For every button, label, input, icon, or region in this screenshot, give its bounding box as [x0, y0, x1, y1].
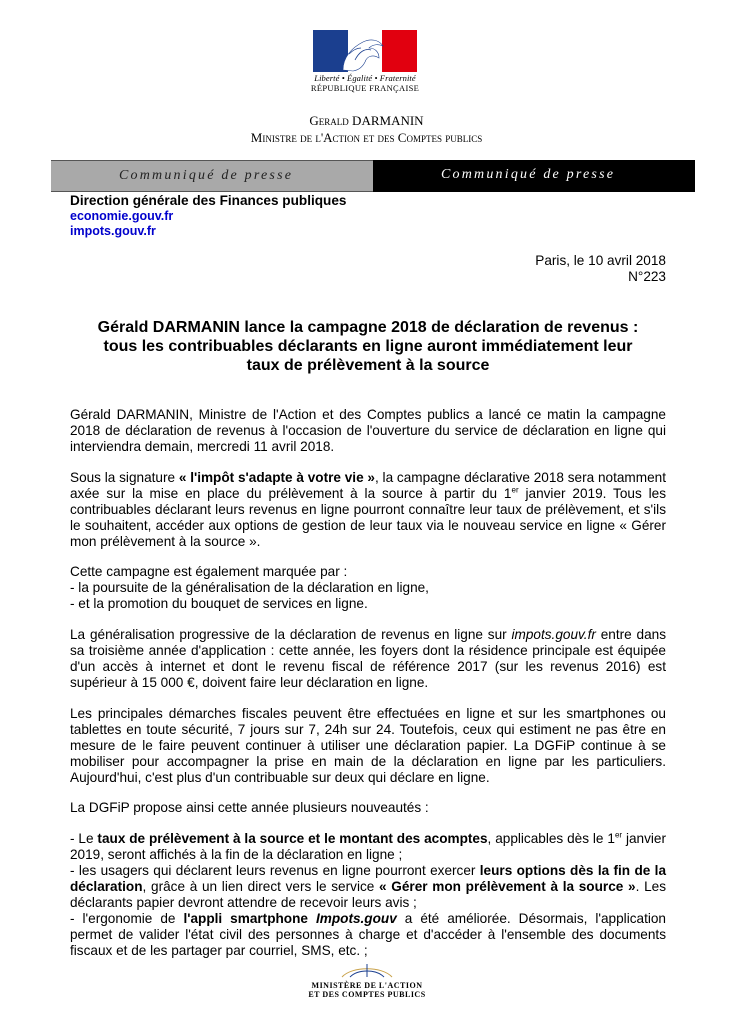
list-nouveautes	[70, 831, 666, 959]
release-date: Paris, le 10 avril 2018	[535, 253, 666, 268]
headline-line-1: Gérald DARMANIN lance la campagne 2018 de déclaration de revenus :	[97, 319, 639, 336]
press-label-left: Communiqué de presse	[119, 168, 294, 183]
paragraph-campaign	[70, 564, 666, 612]
footer-line-1: MINISTÈRE DE L'ACTION	[311, 980, 423, 990]
press-bar-right	[373, 160, 695, 192]
minister-header	[0, 112, 733, 146]
press-label-right: Communiqué de presse	[441, 167, 616, 182]
paragraph-intro: Gérald DARMANIN, Ministre de l'Action et des Comptes publics a lancé ce matin la campagne 2018 de déclaration de revenus à l'occasion de l'ouverture du service de déclaration en ligne qui interviendra demain, mercredi 11 avril 2018.	[70, 407, 666, 454]
direction-name: Direction générale des Finances publiques	[70, 193, 347, 208]
headline	[70, 318, 666, 375]
marianne-flag-icon	[313, 30, 417, 72]
nouveaute-item-3: - l'ergonomie de l'appli smartphone Impots.gouv a été améliorée. Désormais, l'application permet de valider l'état civil des personnes à charge et d'accéder à l'ensemble des documents fiscaux et de les partager par courriel, SMS, etc. ;	[70, 911, 666, 958]
headline-line-3: taux de prélèvement à la source	[246, 357, 490, 374]
campaign-item-1: - la poursuite de la généralisation de la déclaration en ligne,	[70, 580, 429, 595]
economie-link[interactable]: economie.gouv.fr	[70, 209, 174, 223]
paragraph-generalisation: La généralisation progressive de la déclaration de revenus en ligne sur impots.gouv.fr entre dans sa troisième année d'application : cette année, les foyers dont la résidence principale est équipée d'un accès à internet et dont le revenu fiscal de référence 2017 (sur les revenus 2016) est supérieur à 15 000 €, doivent faire leur déclaration en ligne.	[70, 627, 667, 690]
impots-link[interactable]: impots.gouv.fr	[70, 224, 156, 238]
release-number: N°223	[628, 269, 666, 284]
press-bar-left	[51, 160, 373, 192]
nouveaute-item-1: - Le taux de prélèvement à la source et le montant des acomptes, applicables dès le 1er janvier 2019, seront affichés à la fin de la déclaration en ligne ;	[70, 830, 666, 862]
campaign-intro: Cette campagne est également marquée par :	[70, 564, 348, 579]
nouveaute-item-2: - les usagers qui déclarent leurs revenus en ligne pourront exercer leurs options dès la fin de la déclaration, grâce à un lien direct vers le service « Gérer mon prélèvement à la source ». Les déclarants papier devront attendre de recevoir leurs avis ;	[70, 863, 666, 910]
republic-name: RÉPUBLIQUE FRANÇAISE	[310, 83, 420, 93]
sunrise-emblem-icon	[312, 962, 422, 978]
impots-site-mention: impots.gouv.fr	[511, 627, 596, 642]
republique-francaise-logo	[308, 30, 422, 96]
minister-name: Gerald DARMANIN	[309, 113, 424, 128]
signature-slogan: « l'impôt s'adapte à votre vie »	[178, 470, 375, 485]
dateline	[535, 253, 666, 285]
ministry-footer-logo	[300, 962, 434, 1000]
paragraph-nouveautes: La DGFiP propose ainsi cette année plusieurs nouveautés :	[70, 800, 429, 815]
republic-motto: Liberté • Égalité • Fraternité	[314, 73, 416, 83]
paragraph-demarches: Les principales démarches fiscales peuvent être effectuées en ligne et sur les smartphones ou tablettes en toute sécurité, 7 jours sur 7, 24h sur 24. Toutefois, ceux qui estiment ne pas être en mesure de le faire peuvent continuer à utiliser une déclaration papier. La DGFiP continue à se mobiliser pour accompagner la prise en main de la déclaration en ligne par les particuliers. Aujourd'hui, c'est plus d'un contribuable sur deux qui déclare en ligne.	[70, 706, 666, 785]
footer-line-2: ET DES COMPTES PUBLICS	[308, 990, 426, 999]
campaign-item-2: - et la promotion du bouquet de services en ligne.	[70, 596, 368, 611]
minister-title: Ministre de l'Action et des Comptes publics	[250, 130, 483, 145]
paragraph-signature: Sous la signature « l'impôt s'adapte à votre vie », la campagne déclarative 2018 sera notamment axée sur la mise en place du prélèvement à la source à partir du 1er janvier 2019. Tous les contribuables déclarant leurs revenus en ligne pourront connaître leur taux de prélèvement, et s'ils le souhaitent, accéder aux options de gestion de leur taux via le nouveau service en ligne « Gérer mon prélèvement à la source ».	[70, 470, 667, 549]
headline-line-2: tous les contribuables déclarants en ligne auront immédiatement leur	[103, 338, 633, 355]
